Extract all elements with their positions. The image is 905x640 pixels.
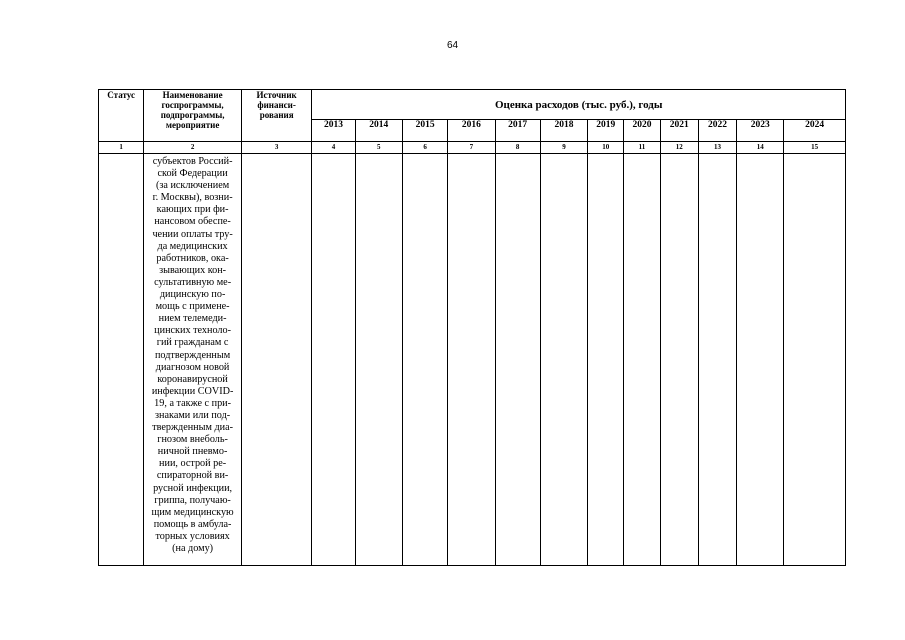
year-cell: [448, 154, 495, 566]
header-source-line: финанси-: [257, 100, 296, 110]
header-estimate: Оценка расходов (тыс. руб.), годы: [312, 90, 846, 120]
column-number-row: [99, 142, 846, 154]
page-number: 64: [446, 40, 459, 51]
activity-name-cell: [144, 154, 242, 566]
column-number: 13: [698, 142, 736, 154]
activity-name-line: нансовом обеспе-: [154, 216, 231, 228]
year-cell: [737, 154, 784, 566]
activity-name-line: твержденным диа-: [152, 422, 234, 434]
header-name-line: подпрограммы,: [160, 110, 225, 120]
column-number: 5: [355, 142, 402, 154]
activity-name-line: субъектов Россий-: [152, 156, 233, 167]
activity-name-line: нием телемеди-: [158, 313, 227, 325]
column-number: 8: [495, 142, 540, 154]
year-cell: [540, 154, 587, 566]
header-name-line: мероприятие: [165, 120, 220, 130]
year-header: 2016: [448, 120, 495, 142]
activity-name-line: чении оплаты тру-: [152, 228, 233, 240]
year-header: 2020: [624, 120, 660, 142]
activity-name-line: помощь в амбула-: [153, 518, 232, 530]
header-source: [241, 90, 311, 142]
activity-name-line: русной инфекции,: [153, 482, 233, 494]
column-number: 6: [402, 142, 447, 154]
year-cell: [402, 154, 447, 566]
activity-name-line: (за исключением: [155, 180, 230, 192]
column-number: 10: [588, 142, 624, 154]
column-number: 14: [737, 142, 784, 154]
activity-name-line: цинских техноло-: [154, 325, 232, 337]
header-row: [99, 90, 846, 120]
activity-name-line: щим медицинскую: [151, 506, 234, 518]
activity-name-line: нии, острой ре-: [159, 458, 227, 470]
expenditure-table: [98, 89, 846, 566]
year-cell: [312, 154, 355, 566]
activity-name-line: спираторной ви-: [156, 470, 229, 482]
activity-name-line: ской Федерации: [157, 168, 228, 180]
activity-name-line: инфекции COVID-: [151, 385, 234, 397]
activity-name-line: знаками или под-: [155, 409, 231, 421]
column-number: 15: [784, 142, 846, 154]
activity-name-line: гнозом внеболь-: [157, 434, 228, 446]
year-header: 2013: [312, 120, 355, 142]
year-header: 2023: [737, 120, 784, 142]
column-number: 11: [624, 142, 660, 154]
activity-name-line: ничной пневмо-: [157, 446, 228, 458]
activity-name-line: (на дому): [172, 543, 214, 554]
year-cell: [355, 154, 402, 566]
column-number: 12: [660, 142, 698, 154]
year-cell: [698, 154, 736, 566]
year-header: 2015: [402, 120, 447, 142]
activity-name-line: работников, ока-: [156, 252, 229, 264]
year-header: 2021: [660, 120, 698, 142]
header-source-line: Источник: [256, 90, 297, 100]
activity-name-line: коронавирусной: [157, 373, 228, 385]
activity-name-line: 19, а также с при-: [154, 397, 232, 409]
year-header: 2024: [784, 120, 846, 142]
header-name-line: госпрограммы,: [161, 100, 224, 110]
activity-name-line: гриппа, получаю-: [154, 494, 231, 506]
year-cell: [495, 154, 540, 566]
activity-name-line: торных условиях: [155, 530, 230, 542]
header-source-line: рования: [259, 110, 294, 120]
year-header: 2022: [698, 120, 736, 142]
activity-name-line: сультативную ме-: [154, 276, 232, 288]
table-row: [99, 154, 846, 566]
source-cell: [241, 154, 311, 566]
column-number: 2: [144, 142, 242, 154]
activity-name-line: мощь с примене-: [155, 301, 230, 313]
column-number: 1: [99, 142, 144, 154]
activity-name-line: г. Москвы), возни-: [152, 192, 233, 204]
activity-name-line: да медицинских: [157, 240, 228, 252]
year-header: 2018: [540, 120, 587, 142]
column-number: 9: [540, 142, 587, 154]
year-header: 2014: [355, 120, 402, 142]
year-cell: [660, 154, 698, 566]
year-cell: [588, 154, 624, 566]
column-number: 7: [448, 142, 495, 154]
header-status: Статус: [99, 90, 144, 142]
header-name: [144, 90, 242, 142]
activity-name-line: диагнозом новой: [155, 361, 230, 373]
year-cell: [624, 154, 660, 566]
column-number: 3: [241, 142, 311, 154]
activity-name-line: подтвержденным: [154, 349, 231, 361]
status-cell: [99, 154, 144, 566]
year-header: 2019: [588, 120, 624, 142]
activity-name-line: кающих при фи-: [156, 204, 229, 216]
activity-name-line: зывающих кон-: [159, 264, 227, 276]
column-number: 4: [312, 142, 355, 154]
activity-name-line: дицинскую по-: [159, 289, 226, 301]
year-header: 2017: [495, 120, 540, 142]
year-cell: [784, 154, 846, 566]
activity-name-line: гий гражданам с: [156, 337, 229, 349]
header-name-line: Наименование: [162, 90, 223, 100]
